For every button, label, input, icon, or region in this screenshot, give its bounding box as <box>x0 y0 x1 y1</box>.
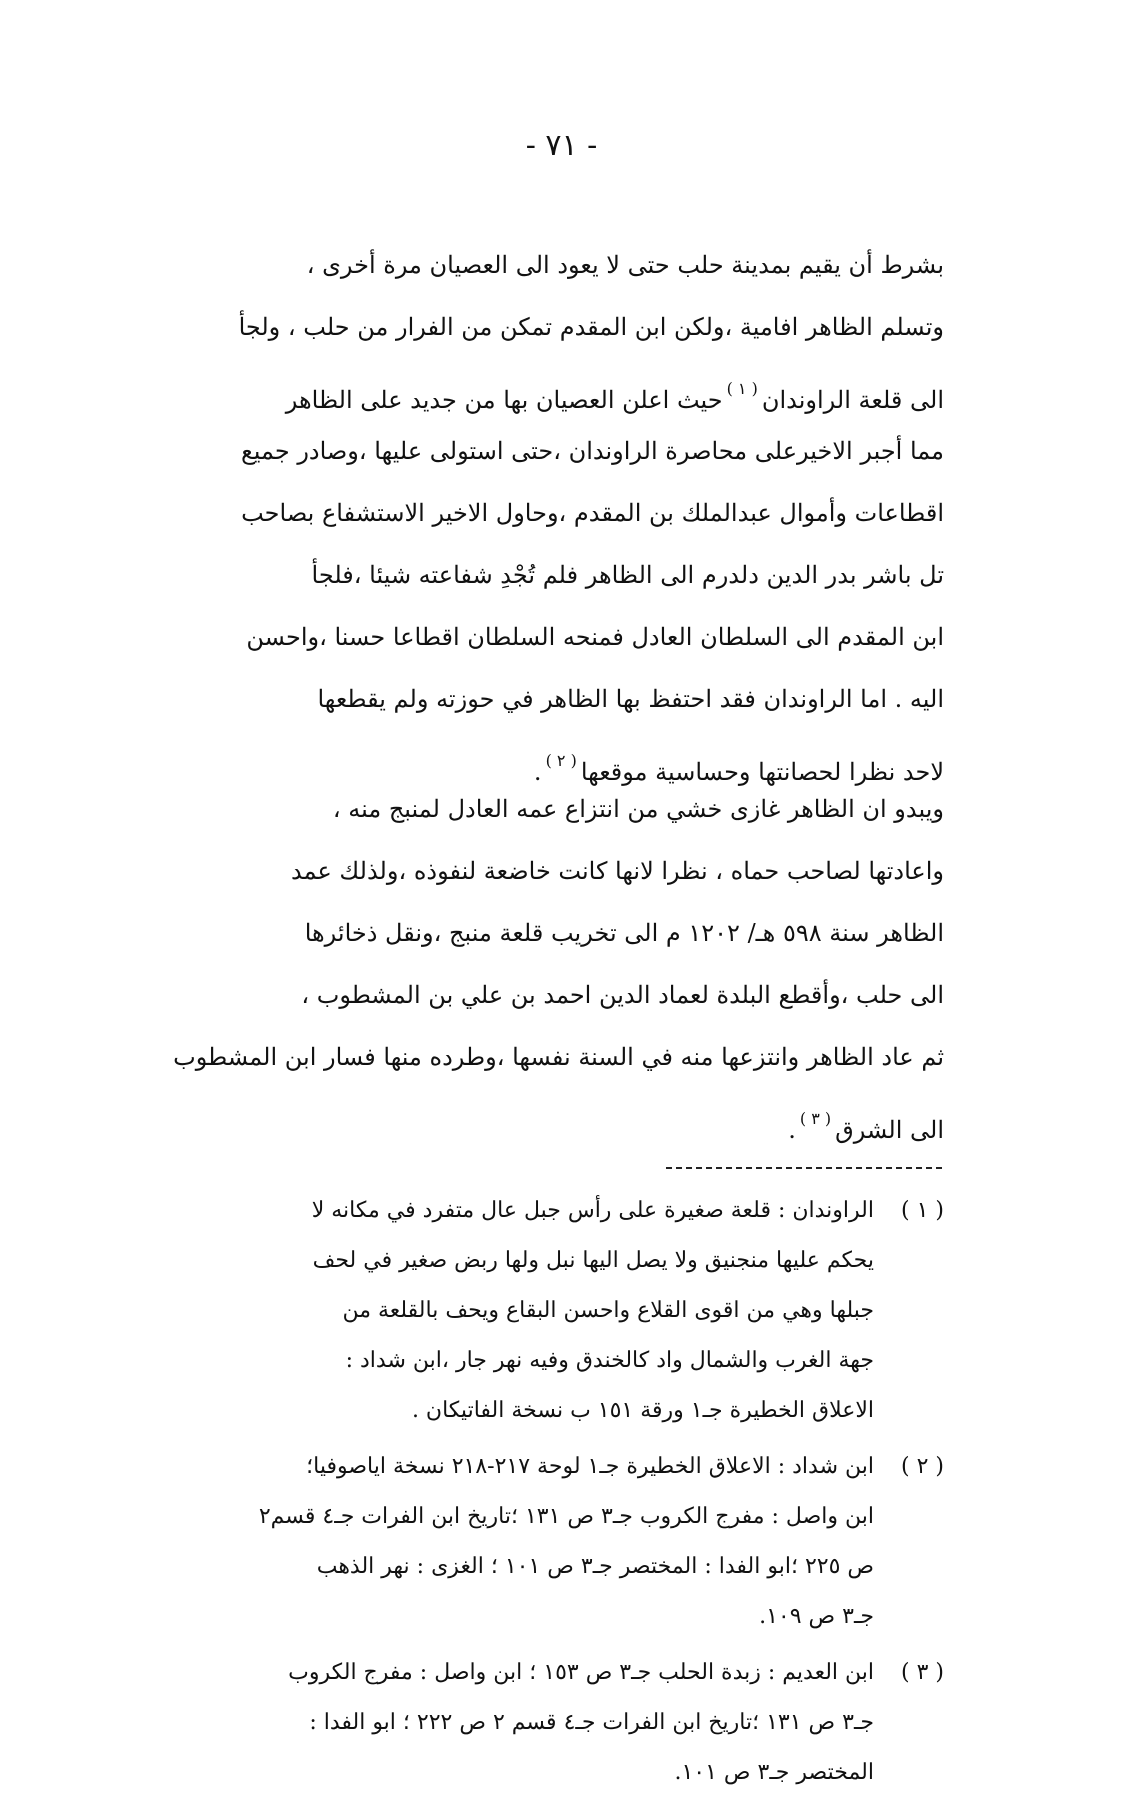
paragraph-1 <box>118 234 944 792</box>
footnote-divider <box>666 1167 942 1169</box>
footnote-line: ابن العديم : زبدة الحلب جـ٣ ص ١٥٣ ؛ ابن واصل : مفرج الكروب <box>288 1660 874 1685</box>
text-line: مما أجبر الاخيرعلى محاصرة الراوندان ،حتى استولى عليها ،وصادر جميع <box>240 437 944 465</box>
footnote-1 <box>112 1186 944 1436</box>
footnote-line: ابن شداد : الاعلاق الخطيرة جـ١ لوحة ٢١٧-٢١٨ نسخة اياصوفيا؛ <box>306 1454 874 1479</box>
footnote-line: جهة الغرب والشمال واد كالخندق وفيه نهر جار ،ابن شداد : <box>345 1348 874 1373</box>
text-line: ويبدو ان الظاهر غازى خشي من انتزاع عمه العادل لمنبج منه ، <box>332 795 944 823</box>
text-segment: الى الشرق <box>835 1116 944 1144</box>
footnote-line: يحكم عليها منجنيق ولا يصل اليها نبل ولها ربض صغير في لحف <box>312 1248 874 1273</box>
text-line: اليه . اما الراوندان فقد احتفظ بها الظاهر في حوزته ولم يقطعها <box>317 685 944 713</box>
text-line: واعادتها لصاحب حماه ، نظرا لانها كانت خاضعة لنفوذه ،ولذلك عمد <box>290 857 944 885</box>
text-line: اقطاعات وأموال عبدالملك بن المقدم ،وحاول الاخير الاستشفاع بصاحب <box>241 499 944 527</box>
footnote-line: جبلها وهي من اقوى القلاع واحسن البقاع ويحف بالقلعة من <box>342 1298 874 1323</box>
text-segment: لاحد نظرا لحصانتها وحساسية موقعها <box>580 758 944 786</box>
period: . <box>788 1116 796 1144</box>
text-line: تل باشر بدر الدين دلدرم الى الظاهر فلم تُجْدِ شفاعته شيئا ،فلجأ <box>311 561 944 589</box>
footnote-line: ص ٢٢٥ ؛ابو الفدا : المختصر جـ٣ ص ١٠١ ؛ الغزى : نهر الذهب <box>316 1554 874 1579</box>
footnote-text <box>112 1186 874 1436</box>
text-segment: الى قلعة الراوندان <box>761 386 944 414</box>
text-segment: حيث اعلن العصيان بها من جديد على الظاهر <box>285 386 723 414</box>
footnote-number: ( ١ ) <box>901 1198 944 1223</box>
footnote-number: ( ٣ ) <box>901 1660 944 1685</box>
paragraph-2 <box>118 778 944 1150</box>
footnote-3 <box>112 1648 944 1798</box>
footnotes <box>112 1186 944 1804</box>
text-line: ابن المقدم الى السلطان العادل فمنحه السلطان اقطاعا حسنا ،واحسن <box>246 623 944 651</box>
text-line: ثم عاد الظاهر وانتزعها منه في السنة نفسها ،وطرده منها فسار ابن المشطوب <box>173 1043 944 1071</box>
footnote-line: ابن واصل : مفرج الكروب جـ٣ ص ١٣١ ؛تاريخ ابن الفرات جـ٤ قسم٢ <box>258 1504 874 1529</box>
text-line: بشرط أن يقيم بمدينة حلب حتى لا يعود الى العصيان مرة أخرى ، <box>306 251 944 279</box>
footnote-ref-1: ( ١ ) <box>726 379 758 398</box>
text-line: وتسلم الظاهر افامية ،ولكن ابن المقدم تمكن من الفرار من حلب ، ولجأ <box>238 313 944 341</box>
text-line: الظاهر سنة ٥٩٨ هـ/ ١٢٠٢ م الى تخريب قلعة منبج ،ونقل ذخائرها <box>304 919 944 947</box>
period: . <box>533 758 542 786</box>
footnote-line: جـ٣ ص ١٠٩. <box>759 1604 874 1629</box>
footnote-line: الراوندان : قلعة صغيرة على رأس جبل عال متفرد في مكانه لا <box>311 1198 874 1223</box>
text-line <box>118 358 944 420</box>
footnote-2 <box>112 1442 944 1642</box>
footnote-text <box>112 1648 874 1798</box>
text-line <box>118 1088 944 1150</box>
page-number: - ٧١ - <box>525 128 598 163</box>
text-line: الى حلب ،وأقطع البلدة لعماد الدين احمد بن علي بن المشطوب ، <box>301 981 944 1009</box>
footnote-line: الاعلاق الخطيرة جـ١ ورقة ١٥١ ب نسخة الفاتيكان . <box>411 1398 874 1423</box>
footnote-line: جـ٣ ص ١٣١ ؛تاريخ ابن الفرات جـ٤ قسم ٢ ص ٢٢٢ ؛ ابو الفدا : <box>309 1710 874 1735</box>
footnote-ref-2: ( ٢ ) <box>545 751 577 770</box>
footnote-line: المختصر جـ٣ ص ١٠١. <box>674 1760 874 1785</box>
footnote-text <box>112 1442 874 1642</box>
footnote-number: ( ٢ ) <box>901 1454 944 1479</box>
footnote-ref-3: ( ٣ ) <box>799 1109 832 1128</box>
